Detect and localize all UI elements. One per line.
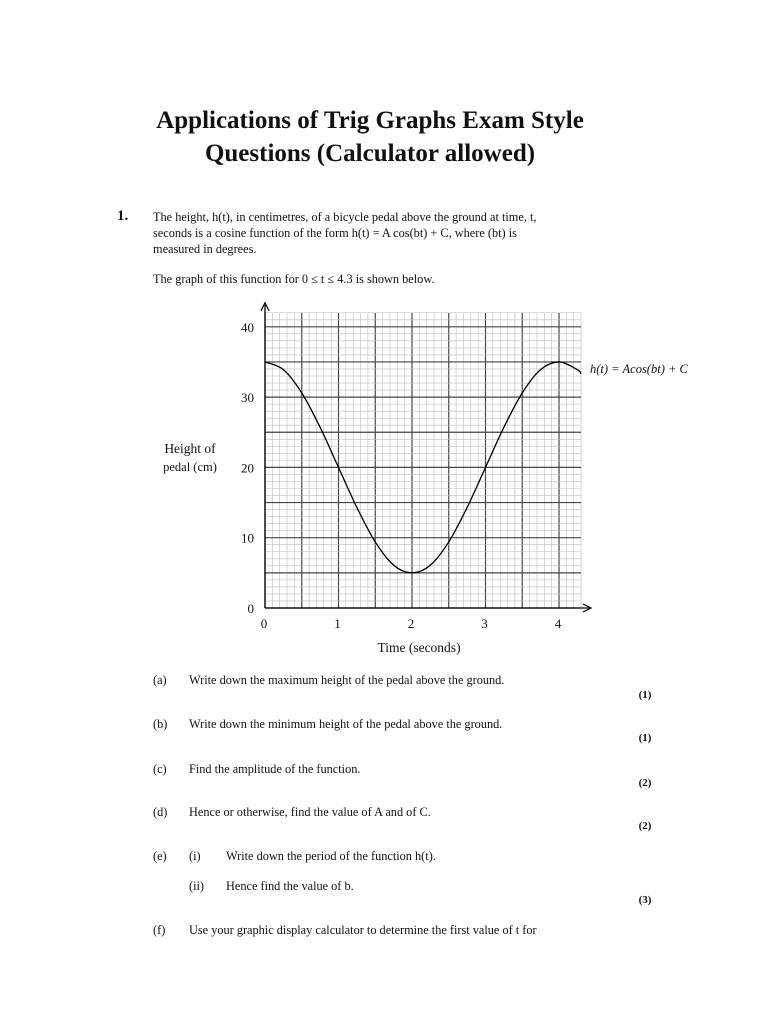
y-tick-label: 30 (241, 390, 254, 406)
part-text: Use your graphic display calculator to determine the first value of t for (189, 923, 537, 937)
x-tick-label: 1 (334, 616, 341, 631)
part-label: (e) (153, 849, 167, 863)
subpart-label: (i) (189, 849, 201, 863)
y-axis-label: Height of (164, 441, 216, 456)
y-tick-label: 10 (241, 530, 254, 546)
marks-badge: (1) (638, 732, 652, 744)
part-text: Write down the minimum height of the pedal above the ground. (189, 717, 503, 731)
part-text: Find the amplitude of the function. (189, 762, 361, 776)
title-line-2: Questions (Calculator allowed) (204, 140, 536, 167)
part-label: (c) (153, 762, 167, 776)
intro-line: seconds is a cosine function of the form h(t) = A cos(bt) + C, where (bt) is (153, 226, 517, 240)
subpart-text: Hence find the value of b. (226, 879, 354, 893)
question-number: 1. (117, 208, 129, 224)
part-label: (a) (153, 673, 167, 687)
x-tick-label: 4 (554, 616, 562, 631)
subpart-label: (ii) (189, 879, 205, 893)
y-tick-label: 0 (247, 601, 254, 616)
part-label: (d) (153, 805, 168, 819)
marks-badge: (1) (638, 689, 652, 701)
title-line-1: Applications of Trig Graphs Exam Style (156, 107, 584, 134)
y-tick-label: 20 (241, 460, 254, 476)
series-label: h(t) = Acos(bt) + C (590, 362, 688, 376)
y-tick-label: 40 (241, 319, 254, 335)
part-text: Hence or otherwise, find the value of A and of C. (189, 805, 431, 819)
marks-badge: (3) (638, 894, 652, 906)
x-axis-label: Time (seconds) (377, 640, 461, 655)
y-axis-label: pedal (cm) (163, 460, 217, 474)
marks-badge: (2) (638, 777, 652, 789)
marks-badge: (2) (638, 820, 652, 832)
part-label: (f) (153, 923, 166, 937)
intro-line: measured in degrees. (153, 242, 257, 256)
graph-intro: The graph of this function for 0 ≤ t ≤ 4.3 is shown below. (153, 272, 435, 286)
subpart-text: Write down the period of the function h(t). (226, 849, 436, 863)
intro-line: The height, h(t), in centimetres, of a bicycle pedal above the ground at time, t, (153, 210, 537, 224)
x-tick-label: 2 (407, 616, 415, 631)
part-label: (b) (153, 717, 168, 731)
x-tick-label: 3 (481, 616, 488, 631)
x-tick-label: 0 (260, 616, 268, 631)
part-text: Write down the maximum height of the pedal above the ground. (189, 673, 505, 687)
